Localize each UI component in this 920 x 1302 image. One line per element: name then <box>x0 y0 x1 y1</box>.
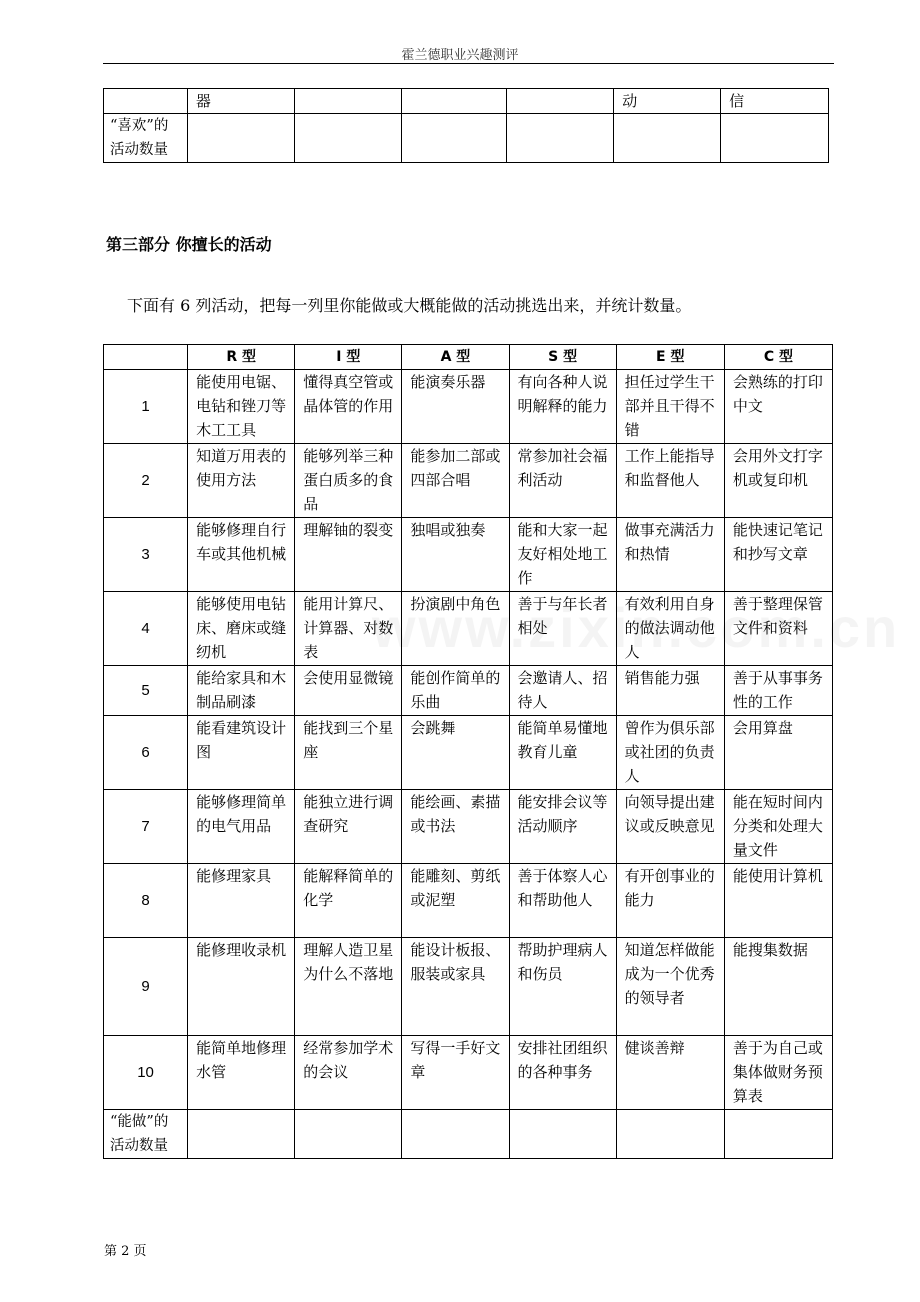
activity-cell[interactable]: 有开创事业的能力 <box>616 864 724 938</box>
activity-cell[interactable]: 能修理家具 <box>188 864 295 938</box>
activity-cell[interactable]: 善于整理保管文件和资料 <box>724 592 832 666</box>
table-row <box>104 592 833 666</box>
table-row <box>104 518 833 592</box>
table-row <box>104 938 833 1036</box>
row-number: 7 <box>104 790 188 864</box>
count-input-cell[interactable] <box>294 114 401 163</box>
row-number: 9 <box>104 938 188 1036</box>
activity-cell[interactable]: 曾作为俱乐部或社团的负责人 <box>616 716 724 790</box>
activity-cell[interactable]: 帮助护理病人和伤员 <box>509 938 616 1036</box>
activity-cell[interactable]: 能使用计算机 <box>724 864 832 938</box>
activity-cell[interactable]: 能简单地修理水管 <box>188 1036 295 1110</box>
section-intro: 下面有 6 列活动，把每一列里你能做或大概能做的活动挑选出来，并统计数量。 <box>127 296 692 315</box>
count-input-cell[interactable] <box>721 114 829 163</box>
column-header: A 型 <box>402 345 509 370</box>
section-title: 第三部分 你擅长的活动 <box>106 235 272 254</box>
activity-cell[interactable]: 能解释简单的化学 <box>295 864 402 938</box>
table-header-row <box>104 345 833 370</box>
activity-cell[interactable]: 会跳舞 <box>402 716 509 790</box>
activity-cell[interactable]: 懂得真空管或晶体管的作用 <box>295 370 402 444</box>
corner-header-cell <box>104 345 188 370</box>
activity-cell[interactable]: 会邀请人、招待人 <box>509 666 616 716</box>
table-row <box>104 89 829 114</box>
activity-cell[interactable]: 能独立进行调查研究 <box>295 790 402 864</box>
table-row <box>104 666 833 716</box>
row-number: 8 <box>104 864 188 938</box>
skills-table <box>103 344 833 1159</box>
row-number: 2 <box>104 444 188 518</box>
activity-cell[interactable]: 有效利用自身的做法调动他人 <box>616 592 724 666</box>
activity-cell[interactable]: 扮演剧中角色 <box>402 592 509 666</box>
table-row <box>104 114 829 163</box>
column-header: C 型 <box>724 345 832 370</box>
label-line: 活动数量 <box>110 142 168 158</box>
activity-cell[interactable]: 工作上能指导和监督他人 <box>616 444 724 518</box>
page-number: 第 2 页 <box>104 1244 147 1259</box>
table-cell <box>294 89 401 114</box>
count-input-cell[interactable] <box>401 114 507 163</box>
activity-cell[interactable]: 善于为自己或集体做财务预算表 <box>724 1036 832 1110</box>
activity-cell[interactable]: 能够修理简单的电气用品 <box>188 790 295 864</box>
can-do-count-label <box>104 1110 188 1159</box>
activity-cell[interactable]: 能雕刻、剪纸或泥塑 <box>402 864 509 938</box>
activity-cell[interactable]: 安排社团组织的各种事务 <box>509 1036 616 1110</box>
activity-cell[interactable]: 能演奏乐器 <box>402 370 509 444</box>
activity-cell[interactable]: 能找到三个星座 <box>295 716 402 790</box>
table-cell <box>401 89 507 114</box>
activity-cell[interactable]: 能绘画、素描或书法 <box>402 790 509 864</box>
table-row <box>104 370 833 444</box>
activity-cell[interactable]: 担任过学生干部并且干得不错 <box>616 370 724 444</box>
label-line: “能做”的 <box>110 1114 169 1130</box>
count-input-cell[interactable] <box>616 1110 724 1159</box>
activity-cell[interactable]: 能参加二部或四部合唱 <box>402 444 509 518</box>
table-cell: 器 <box>187 89 294 114</box>
table-row <box>104 444 833 518</box>
count-input-cell[interactable] <box>188 1110 295 1159</box>
activity-cell[interactable]: 会使用显微镜 <box>295 666 402 716</box>
table-cell <box>507 89 614 114</box>
activity-cell[interactable]: 能和大家一起友好相处地工作 <box>509 518 616 592</box>
table-cell: 信 <box>721 89 829 114</box>
activity-cell[interactable]: 有向各种人说明解释的能力 <box>509 370 616 444</box>
activity-cell[interactable]: 知道万用表的使用方法 <box>188 444 295 518</box>
activity-cell[interactable]: 独唱或独奏 <box>402 518 509 592</box>
page-header-title: 霍兰德职业兴趣测评 <box>401 48 519 63</box>
activity-cell[interactable]: 理解铀的裂变 <box>295 518 402 592</box>
row-number: 1 <box>104 370 188 444</box>
previous-section-table <box>103 88 829 163</box>
activity-cell[interactable]: 向领导提出建议或反映意见 <box>616 790 724 864</box>
row-number: 3 <box>104 518 188 592</box>
activity-cell[interactable]: 能搜集数据 <box>724 938 832 1036</box>
count-input-cell[interactable] <box>187 114 294 163</box>
activity-cell[interactable]: 写得一手好文章 <box>402 1036 509 1110</box>
activity-cell[interactable]: 会熟练的打印中文 <box>724 370 832 444</box>
column-header: E 型 <box>616 345 724 370</box>
column-header: I 型 <box>295 345 402 370</box>
activity-cell[interactable]: 能简单易懂地教育儿童 <box>509 716 616 790</box>
activity-cell[interactable]: 能看建筑设计图 <box>188 716 295 790</box>
label-line: “喜欢”的 <box>110 118 169 134</box>
activity-cell[interactable]: 能使用电锯、电钻和锉刀等木工工具 <box>188 370 295 444</box>
activity-cell[interactable]: 能够列举三种蛋白质多的食品 <box>295 444 402 518</box>
like-count-label <box>104 114 188 163</box>
activity-cell[interactable]: 能给家具和木制品刷漆 <box>188 666 295 716</box>
table-row <box>104 1036 833 1110</box>
activity-cell[interactable]: 能修理收录机 <box>188 938 295 1036</box>
activity-cell[interactable]: 常参加社会福利活动 <box>509 444 616 518</box>
activity-cell[interactable]: 经常参加学术的会议 <box>295 1036 402 1110</box>
count-input-cell[interactable] <box>724 1110 832 1159</box>
activity-cell[interactable]: 善于从事事务性的工作 <box>724 666 832 716</box>
activity-cell[interactable]: 会用算盘 <box>724 716 832 790</box>
count-input-cell[interactable] <box>507 114 614 163</box>
table-row <box>104 864 833 938</box>
label-line: 活动数量 <box>110 1138 168 1154</box>
activity-cell[interactable]: 能用计算尺、计算器、对数表 <box>295 592 402 666</box>
activity-cell[interactable]: 做事充满活力和热情 <box>616 518 724 592</box>
activity-cell[interactable]: 能快速记笔记和抄写文章 <box>724 518 832 592</box>
activity-cell[interactable]: 销售能力强 <box>616 666 724 716</box>
row-number: 10 <box>104 1036 188 1110</box>
column-header: S 型 <box>509 345 616 370</box>
activity-cell[interactable]: 能安排会议等活动顺序 <box>509 790 616 864</box>
column-header: R 型 <box>188 345 295 370</box>
header-rule <box>103 63 834 64</box>
row-number: 4 <box>104 592 188 666</box>
count-input-cell[interactable] <box>614 114 721 163</box>
activity-cell[interactable]: 能够使用电钻床、磨床或缝纫机 <box>188 592 295 666</box>
activity-cell[interactable]: 健谈善辩 <box>616 1036 724 1110</box>
activity-cell[interactable]: 会用外文打字机或复印机 <box>724 444 832 518</box>
count-input-cell[interactable] <box>295 1110 402 1159</box>
activity-cell[interactable]: 能设计板报、服装或家具 <box>402 938 509 1036</box>
row-number: 6 <box>104 716 188 790</box>
table-row <box>104 716 833 790</box>
activity-cell[interactable]: 善于体察人心和帮助他人 <box>509 864 616 938</box>
table-row <box>104 790 833 864</box>
activity-cell[interactable]: 能在短时间内分类和处理大量文件 <box>724 790 832 864</box>
count-input-cell[interactable] <box>509 1110 616 1159</box>
count-input-cell[interactable] <box>402 1110 509 1159</box>
activity-cell[interactable]: 能够修理自行车或其他机械 <box>188 518 295 592</box>
activity-cell[interactable]: 理解人造卫星为什么不落地 <box>295 938 402 1036</box>
activity-cell[interactable]: 能创作简单的乐曲 <box>402 666 509 716</box>
count-row <box>104 1110 833 1159</box>
table-cell: 动 <box>614 89 721 114</box>
table-cell <box>104 89 188 114</box>
activity-cell[interactable]: 知道怎样做能成为一个优秀的领导者 <box>616 938 724 1036</box>
activity-cell[interactable]: 善于与年长者相处 <box>509 592 616 666</box>
row-number: 5 <box>104 666 188 716</box>
